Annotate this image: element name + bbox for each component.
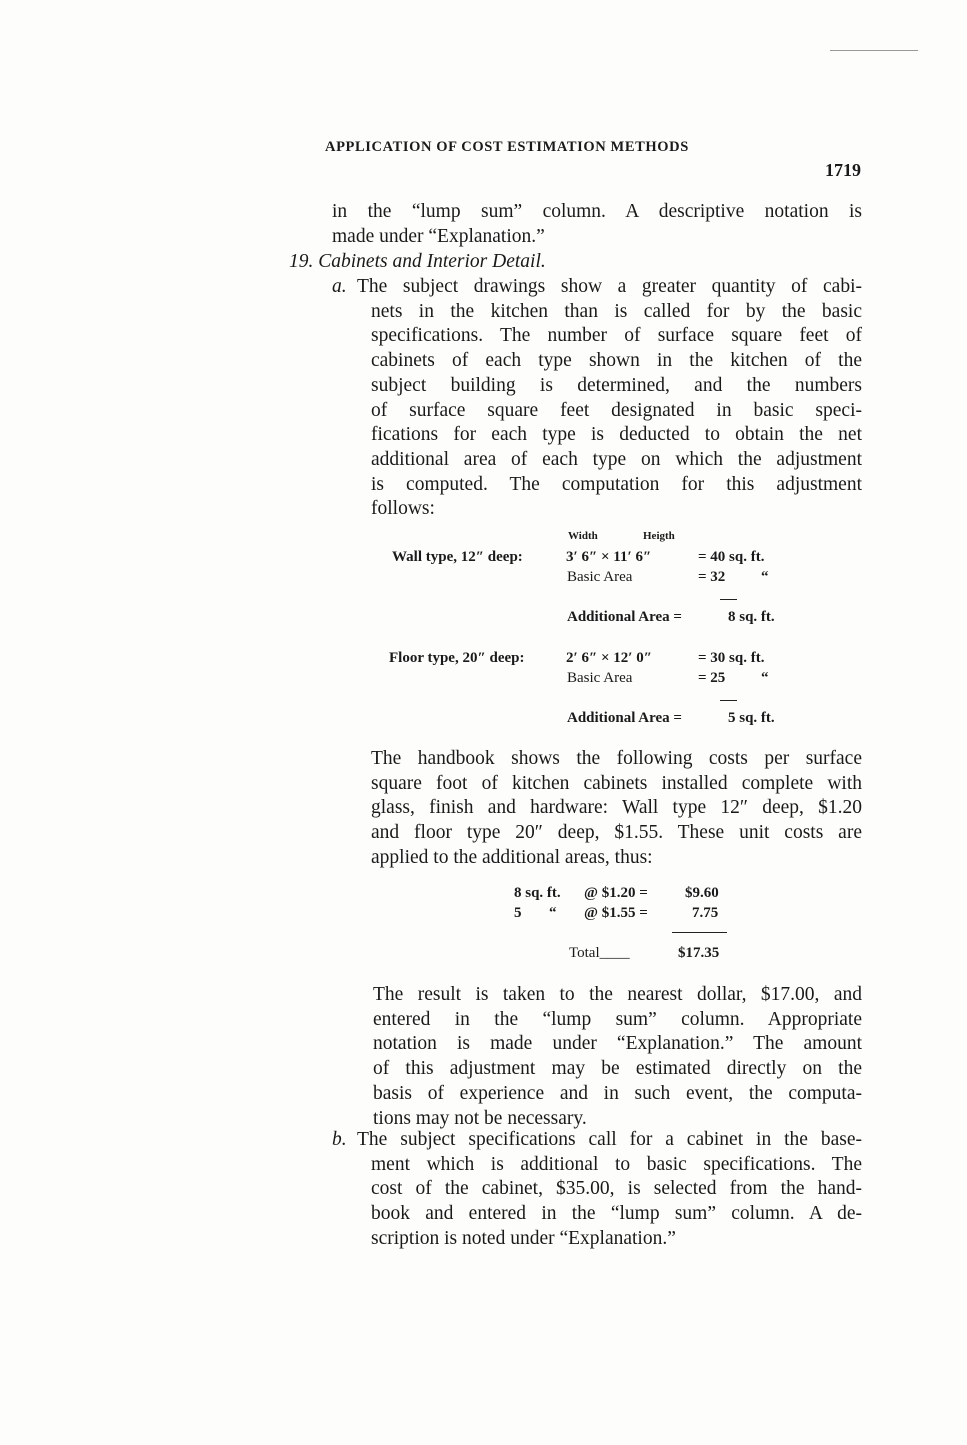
cost-row1-qty: 8 sq. ft. [514, 885, 561, 901]
cost-row2-rate: @ $1.55 = [584, 905, 648, 921]
para-a-label: a. [332, 276, 347, 297]
cost-row2-qty: 5 [514, 905, 522, 921]
text-line: book and entered in the “lump sum” column. A de- [371, 1203, 862, 1225]
wall-basic-ditto: “ [761, 569, 769, 585]
floor-type-area: = 30 sq. ft. [698, 650, 765, 666]
floor-sum-rule [720, 700, 737, 701]
wall-type-area: = 40 sq. ft. [698, 549, 765, 565]
wall-sum-rule [720, 599, 737, 600]
text-line: fications for each type is deducted to obtain the net [371, 424, 862, 446]
para-b-body [371, 1153, 862, 1252]
column-header-width: Width [568, 530, 598, 542]
cost-total-value: $17.35 [678, 945, 720, 961]
wall-type-dims: 3′ 6″ × 11′ 6″ [566, 549, 652, 565]
column-header-height: Heigth [643, 530, 675, 542]
floor-basic-label: Basic Area [567, 670, 633, 686]
text-line: tions may not be necessary. [373, 1107, 587, 1129]
text-line: of this adjustment may be estimated directly on the [373, 1058, 862, 1080]
section-title: Cabinets and Interior Detail. [318, 251, 546, 272]
text-line: applied to the additional areas, thus: [371, 846, 653, 868]
top-rule [830, 50, 918, 51]
text-line: basis of experience and in such event, the computa- [373, 1082, 862, 1104]
section-number: 19. [289, 251, 314, 272]
text-line: square foot of kitchen cabinets installed complete with [371, 772, 862, 794]
text-line: scription is noted under “Explanation.” [371, 1227, 676, 1249]
text-line: The result is taken to the nearest dollar, $17.00, and [373, 984, 862, 1005]
text-line: subject building is determined, and the numbers [371, 374, 862, 396]
wall-basic-area: = 32 [698, 569, 726, 585]
cost-sum-rule [672, 932, 727, 933]
text-line: follows: [371, 498, 435, 520]
text-line: The subject specifications call for a cabinet in the base- [357, 1129, 862, 1150]
text-line: specifications. The number of surface square feet of [371, 325, 862, 347]
text-line: nets in the kitchen than is called for by the basic [371, 300, 862, 322]
cost-row1-amount: $9.60 [685, 885, 719, 901]
text-line: The subject drawings show a greater quantity of cabi- [357, 276, 862, 297]
text-line: The handbook shows the following costs per surface [371, 748, 862, 769]
text-line: and floor type 20″ deep, $1.55. These unit costs are [371, 822, 862, 844]
cost-row1-rate: @ $1.20 = [584, 885, 648, 901]
text-line: cabinets of each type shown in the kitchen of the [371, 350, 862, 372]
cost-total-label: Total____ [569, 945, 630, 961]
page-number: 1719 [825, 160, 861, 180]
section-heading [289, 250, 689, 275]
text-line: ment which is additional to basic specifications. The [371, 1153, 862, 1175]
text-line: in the “lump sum” column. A descriptive notation is [332, 201, 862, 222]
floor-additional-label: Additional Area = [567, 710, 682, 726]
intro-paragraph [332, 200, 862, 249]
text-line: glass, finish and hardware: Wall type 12″ deep, $1.20 [371, 797, 862, 819]
floor-basic-area: = 25 [698, 670, 726, 686]
result-paragraph [373, 983, 862, 1131]
wall-basic-label: Basic Area [567, 569, 633, 585]
text-line: notation is made under “Explanation.” The amount [373, 1033, 862, 1055]
para-b-first-line-block [357, 1128, 862, 1153]
para-a-body [371, 300, 862, 522]
floor-type-label: Floor type, 20″ deep: [389, 650, 525, 666]
floor-additional-value: 5 sq. ft. [728, 710, 775, 726]
text-line: entered in the “lump sum” column. Appropriate [373, 1008, 862, 1030]
running-header: APPLICATION OF COST ESTIMATION METHODS [325, 139, 689, 155]
handbook-paragraph [371, 747, 862, 871]
cost-row2-amount: 7.75 [692, 905, 719, 921]
text-line: additional area of each type on which the adjustment [371, 448, 862, 470]
text-line: cost of the cabinet, $35.00, is selected from the hand- [371, 1178, 862, 1200]
floor-type-dims: 2′ 6″ × 12′ 0″ [566, 650, 653, 666]
text-line: of surface square feet designated in basic speci- [371, 399, 862, 421]
cost-row2-ditto: “ [549, 905, 557, 921]
floor-basic-ditto: “ [761, 670, 769, 686]
para-a-first-line-block [357, 275, 862, 300]
wall-additional-label: Additional Area = [567, 609, 682, 625]
text-line: made under “Explanation.” [332, 225, 545, 247]
text-line: is computed. The computation for this adjustment [371, 473, 862, 495]
wall-type-label: Wall type, 12″ deep: [392, 549, 523, 565]
wall-additional-value: 8 sq. ft. [728, 609, 775, 625]
para-b-label: b. [332, 1129, 347, 1150]
